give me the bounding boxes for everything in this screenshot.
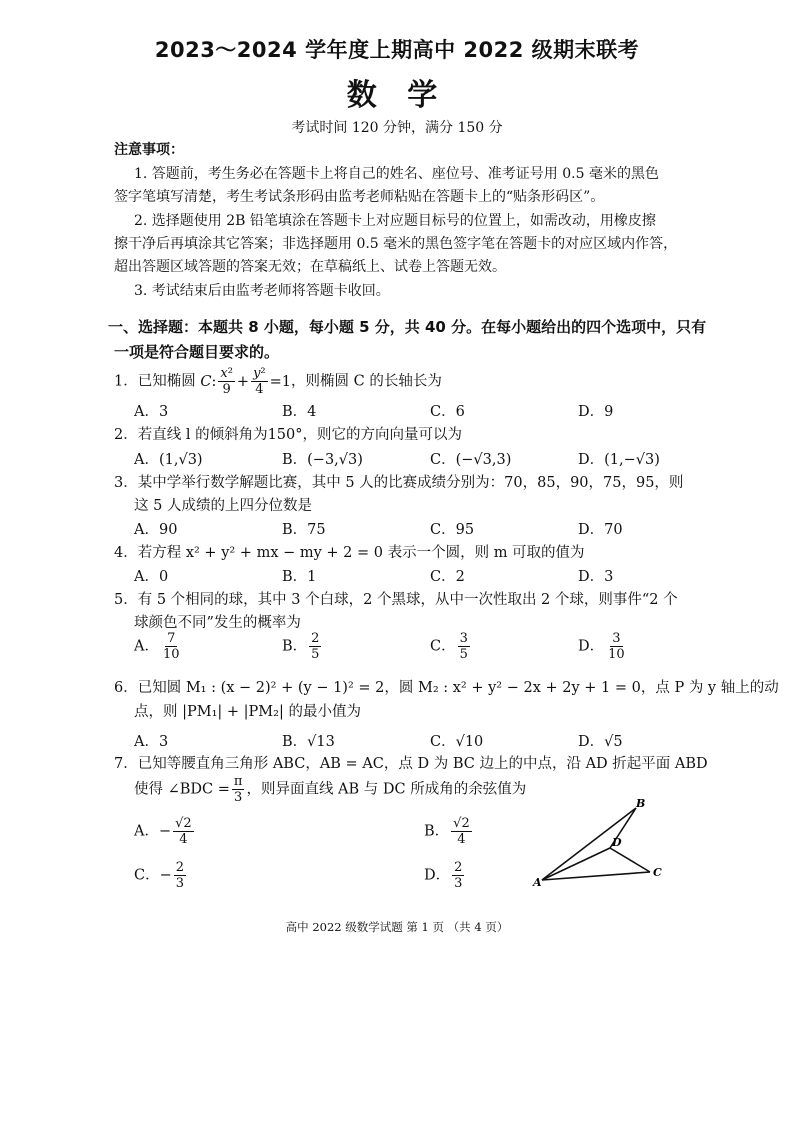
q7-option-a — [134, 816, 196, 847]
q6-option-a: A．3 — [134, 734, 169, 750]
q3-option-b: B．75 — [282, 522, 326, 538]
q6-stem-line2: 点，则 |PM₁| + |PM₂| 的最小值为 — [134, 704, 361, 720]
q7-option-d-label: D． — [424, 867, 451, 884]
q5-option-d — [578, 631, 629, 662]
q5-option-d-label: D． — [578, 638, 605, 655]
q6-stem-line1: 6．已知圆 M₁ : (x − 2)² + (y − 1)² = 2，圆 M₂ : x² + y² − 2x + 2y + 1 = 0，点 P 为 y 轴上的动 — [114, 680, 779, 696]
exam-title: 2023～2024 学年度上期高中 2022 级期末联考 — [154, 38, 640, 62]
q7-option-a-den: 4 — [179, 832, 188, 847]
q7-option-c-sign: − — [159, 867, 172, 884]
q7-option-b — [424, 816, 474, 847]
q7-line2-pre: 使得 ∠BDC = — [134, 781, 230, 798]
q7-option-b-num: √2 — [453, 816, 470, 831]
label-a: A — [533, 876, 542, 889]
q2-option-a: A．(1,√3) — [134, 452, 203, 468]
q7-option-c-label: C． — [134, 867, 160, 884]
notes-heading: 注意事项： — [114, 142, 184, 158]
q2-option-c: C．(−√3,3) — [430, 452, 512, 468]
note-2a: 2. 选择题使用 2B 铅笔填涂在答题卡上对应题目标号的位置上，如需改动，用橡皮擦 — [134, 213, 656, 229]
subject-title: 数 学 — [346, 78, 448, 113]
q5-option-d-den: 10 — [608, 647, 625, 662]
edge-ab — [542, 808, 636, 880]
q1-pre: 已知椭圆 — [137, 373, 201, 390]
q7-option-d — [424, 860, 466, 891]
q5-option-a-den: 10 — [162, 647, 180, 662]
q4-option-c: C．2 — [430, 569, 465, 585]
note-2c: 超出答题区域答题的答案无效；在草稿纸上、试卷上答题无效。 — [114, 259, 506, 275]
q7-option-b-den: 4 — [457, 832, 466, 847]
note-1a: 1. 答题前，考生务必在答题卡上将自己的姓名、座位号、准考证号用 0.5 毫米的黑色 — [134, 166, 659, 182]
q7-option-a-num: √2 — [175, 816, 192, 831]
q5-option-c-den: 5 — [459, 647, 468, 662]
q4-option-b: B．1 — [282, 569, 317, 585]
q5-option-b-num: 2 — [311, 631, 320, 646]
q7-angle-num: π — [233, 774, 243, 789]
q4-option-a: A．0 — [134, 569, 169, 585]
note-1b: 签字笔填写清楚，考生考试条形码由监考老师粘贴在答题卡上的“贴条形码区”。 — [114, 189, 605, 205]
q5-option-c — [430, 631, 472, 662]
exam-time: 考试时间 120 分钟，满分 150 分 — [291, 120, 503, 136]
q5-option-c-label: C． — [430, 638, 456, 655]
q7-option-c — [134, 860, 188, 891]
q7-line2-post: ，则异面直线 AB 与 DC 所成角的余弦值为 — [246, 781, 527, 798]
q7-option-d-num: 2 — [454, 860, 463, 875]
note-3: 3. 考试结束后由监考老师将答题卡收回。 — [134, 283, 390, 299]
q5-option-b-den: 5 — [311, 647, 320, 662]
q1-ellipse-equation: C: $\frac{\text{x²}}{9}$ + $\frac{\text{y²}}{4}$ =1 — [200, 366, 292, 397]
q2-option-b: B．(−3,√3) — [282, 452, 363, 468]
q4-option-d: D．3 — [578, 569, 614, 585]
q3-option-c: C．95 — [430, 522, 475, 538]
q3-stem-line2: 这 5 人成绩的上四分位数是 — [134, 498, 312, 514]
q5-stem-line2: 球颜色不同”发生的概率为 — [134, 615, 301, 631]
q5-option-d-num: 3 — [612, 631, 621, 646]
q7-stem-line2 — [134, 774, 526, 805]
q5-option-b-label: B． — [282, 638, 308, 655]
q2-stem: 2．若直线 l 的倾斜角为150°，则它的方向向量可以为 — [114, 427, 463, 443]
q7-option-c-den: 3 — [175, 876, 185, 891]
q5-option-c-num: 3 — [459, 631, 468, 646]
q3-option-d: D．70 — [578, 522, 623, 538]
edge-dc — [610, 848, 650, 872]
q7-option-c-num: 2 — [175, 860, 185, 875]
q1-option-c: C．6 — [430, 404, 465, 420]
q6-option-c: C．√10 — [430, 734, 484, 750]
q1-number: 1． — [114, 373, 138, 390]
q1-stem — [114, 366, 442, 397]
section1-line2: 一项是符合题目要求的。 — [114, 343, 280, 361]
q7-figure — [530, 796, 680, 892]
q2-option-d: D．(1,−√3) — [578, 452, 660, 468]
note-2b: 擦干净后再填涂其它答案；非选择题用 0.5 毫米的黑色签字笔在答题卡的对应区域内作答， — [114, 236, 678, 252]
q7-option-a-label: A． — [134, 823, 159, 840]
q7-angle-den: 3 — [234, 790, 243, 805]
q6-option-d: D．√5 — [578, 734, 623, 750]
q7-option-a-sign: − — [158, 823, 172, 840]
label-c: C — [653, 866, 662, 879]
q1-post: ，则椭圆 C 的长轴长为 — [291, 373, 442, 390]
q7-stem-line1: 7．已知等腰直角三角形 ABC，AB = AC，点 D 为 BC 边上的中点，沿 AD 折起平面 ABD — [114, 756, 708, 772]
q1-option-d: D．9 — [578, 404, 614, 420]
q7-option-d-den: 3 — [454, 876, 463, 891]
q3-option-a: A．90 — [134, 522, 178, 538]
label-b: B — [636, 797, 646, 810]
q5-option-a-num: 7 — [167, 631, 176, 646]
q5-option-a — [134, 631, 184, 662]
q5-option-b — [282, 631, 323, 662]
q5-option-a-label: A． — [134, 638, 159, 655]
q7-option-b-label: B． — [424, 823, 450, 840]
q1-option-b: B．4 — [282, 404, 317, 420]
page-footer: 高中 2022 级数学试题 第 1 页 （共 4 页） — [285, 920, 509, 934]
q5-stem-line1: 5．有 5 个相同的球，其中 3 个白球，2 个黑球，从中一次性取出 2 个球，则事件“2 个 — [114, 592, 678, 608]
label-d: D — [612, 836, 622, 849]
q1-option-a: A．3 — [134, 404, 169, 420]
q6-option-b: B．√13 — [282, 734, 335, 750]
q3-stem-line1: 3．某中学举行数学解题比赛，其中 5 人的比赛成绩分别为：70，85，90，75，95，则 — [114, 475, 684, 491]
q4-stem: 4．若方程 x² + y² + mx − my + 2 = 0 表示一个圆，则 m 可取的值为 — [114, 545, 585, 561]
section1-line1: 一、选择题：本题共 8 小题，每小题 5 分，共 40 分。在每小题给出的四个选项中，只有 — [108, 318, 707, 336]
